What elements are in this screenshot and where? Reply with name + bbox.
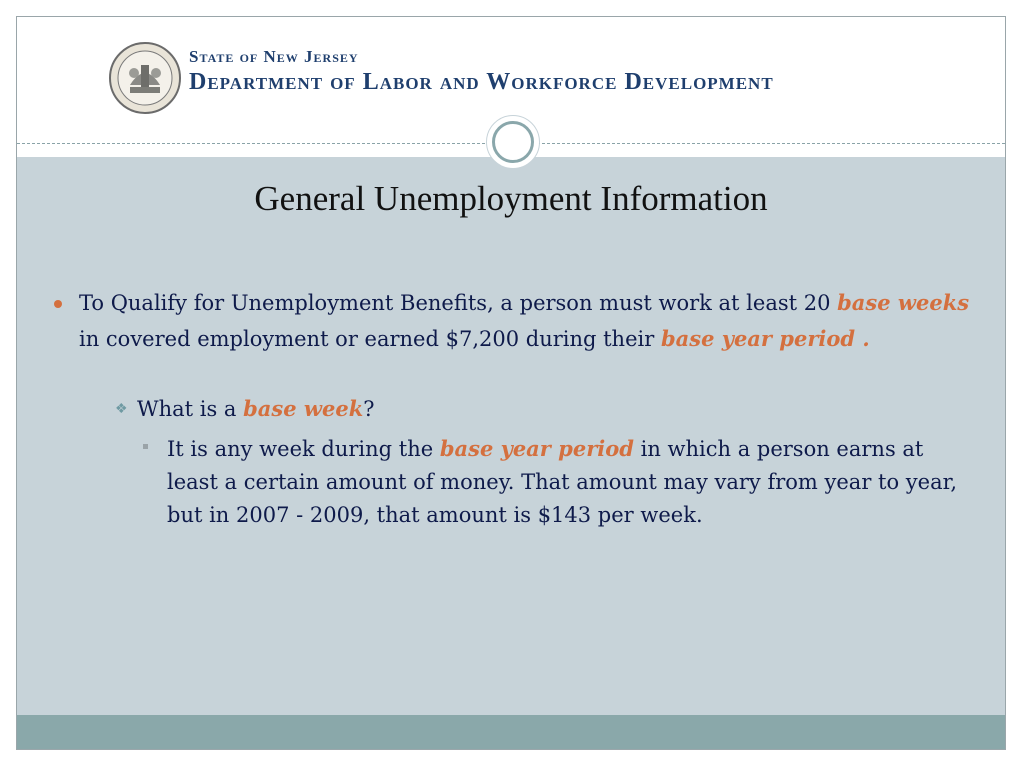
divider-ring-icon (486, 115, 540, 169)
slide-title: General Unemployment Information (254, 179, 768, 218)
org-line-department: Department of Labor and Workforce Development (189, 69, 774, 95)
bullet1-em-base-weeks: base weeks (837, 290, 970, 315)
bullet2-em-base-week: base week (243, 396, 364, 421)
state-seal-icon (108, 41, 182, 115)
slide-body (77, 285, 977, 532)
bullet3-text-part1: It is any week during the (167, 437, 440, 461)
bullet1-text-part1: To Qualify for Unemployment Benefits, a person must work at least 20 (79, 291, 838, 315)
bullet2-text-part2: ? (363, 397, 375, 421)
square-bullet-icon (143, 444, 148, 449)
divider-ring-inner (492, 121, 534, 163)
bullet-level3 (167, 432, 977, 532)
bullet-level2 (115, 391, 977, 427)
bullet3-em-base-year-period: base year period (439, 436, 634, 461)
bullet2-text-part1: What is a (137, 397, 244, 421)
bullet1-text-part2: in covered employment or earned $7,200 during their (79, 327, 661, 351)
slide-frame (16, 16, 1006, 750)
bullet-dot-icon (54, 300, 62, 308)
bullet1-em-base-year-period: base year period . (660, 326, 870, 351)
diamond-bullet-icon: ❖ (115, 401, 128, 417)
footer-band (17, 715, 1005, 749)
organization-name (189, 47, 774, 96)
org-line-state: State of New Jersey (189, 47, 359, 66)
bullet3-text-part2: in which a person earns at least a certain amount of money. That amount may vary from year to year, but in 2007 - 2009, that amount is $143 per week. (167, 437, 958, 527)
bullet-level1 (77, 285, 977, 357)
